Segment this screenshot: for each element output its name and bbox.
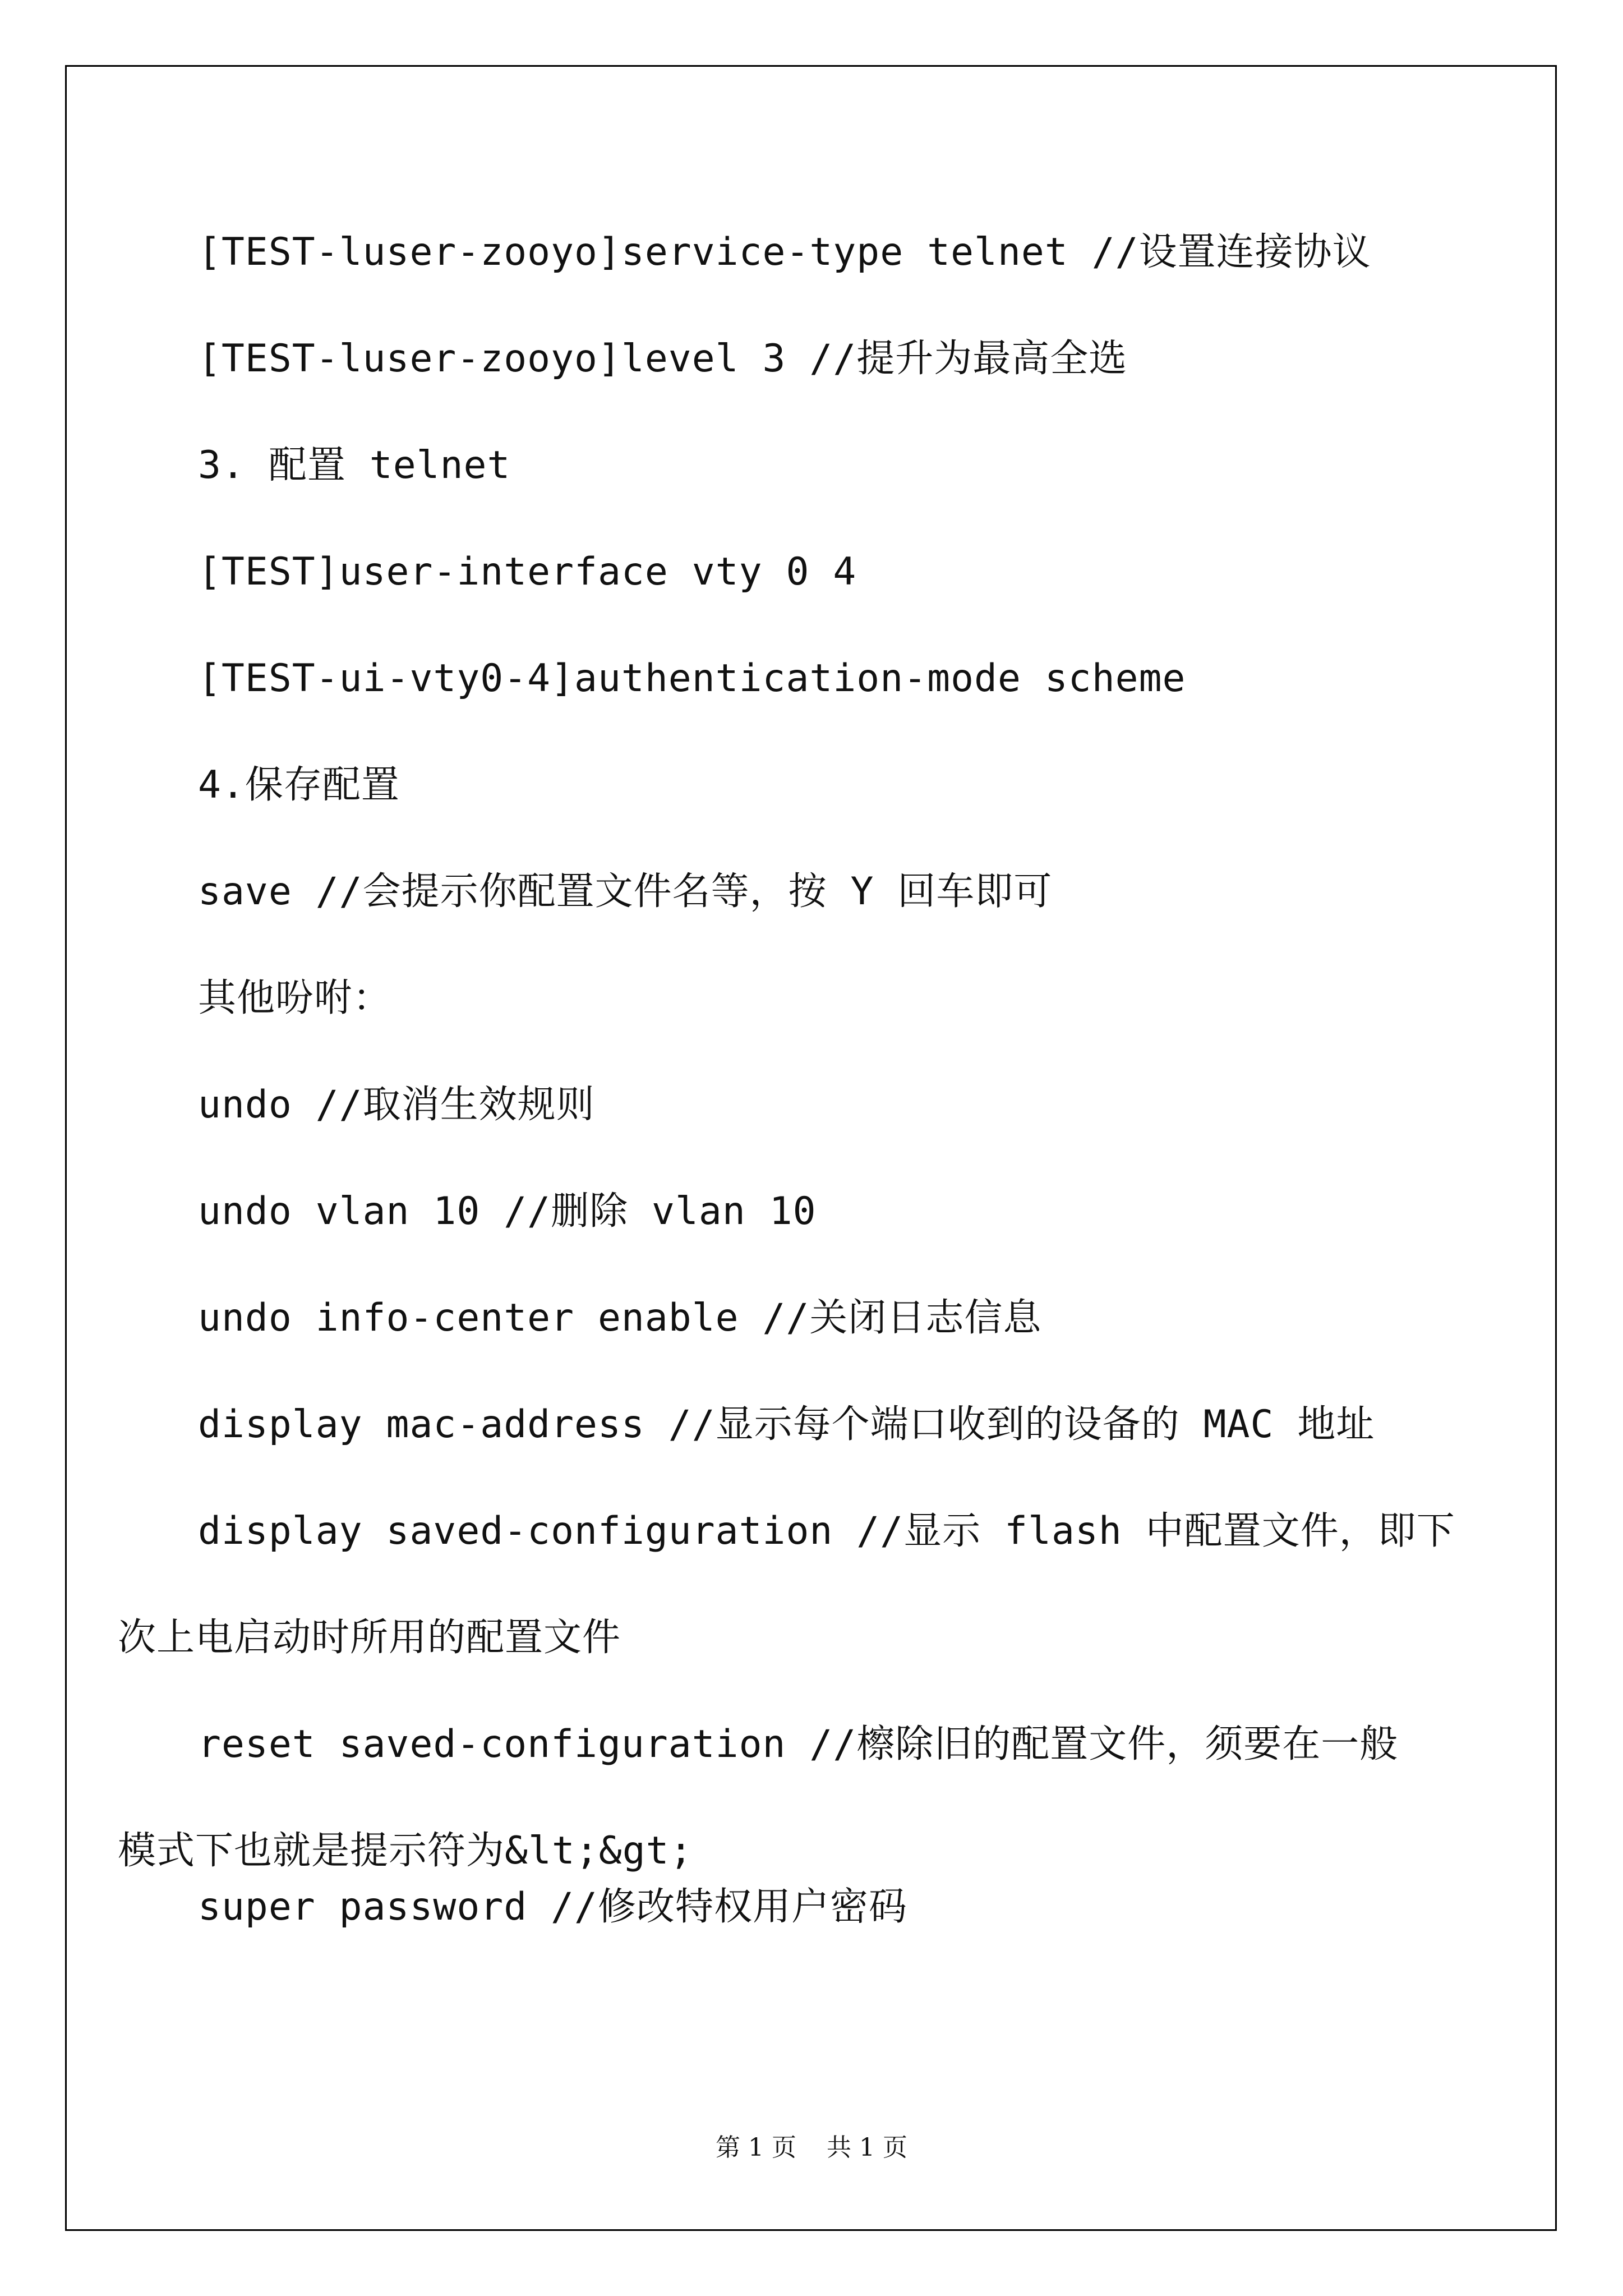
text-line: super password //修改特权用户密码	[198, 1885, 907, 1929]
text-line: undo //取消生效规则	[198, 1083, 595, 1127]
text-line: [TEST-luser-zooyo]level 3 //提升为最高全选	[198, 337, 1128, 381]
wrapped-paragraph	[118, 1478, 1455, 1691]
text-line: save //会提示你配置文件名等，按 Y 回车即可	[198, 869, 1053, 914]
text-line: undo vlan 10 //删除 vlan 10	[198, 1189, 817, 1234]
text-line-continuation: 次上电启动时所用的配置文件	[118, 1616, 621, 1660]
text-line: 3. 配置 telnet	[198, 443, 511, 487]
text-line: reset saved-configuration //檫除旧的配置文件，须要在一般	[198, 1722, 1399, 1766]
text-line-continuation: 模式下也就是提示符为&lt;&gt;	[118, 1829, 693, 1873]
page-total: 共 1 页	[827, 2133, 907, 2162]
text-line: [TEST]user-interface vty 0 4	[198, 550, 857, 594]
page-footer	[0, 2127, 1623, 2163]
text-line: undo info-center enable //关闭日志信息	[198, 1296, 1042, 1340]
page-number: 第 1 页	[716, 2133, 796, 2162]
text-line: [TEST-luser-zooyo]service-type telnet //设置连接协议	[198, 230, 1371, 274]
document-body	[118, 224, 1455, 1986]
text-line: 其他吩咐：	[198, 976, 392, 1020]
text-line: display saved-configuration //显示 flash 中配置文件，即下	[198, 1509, 1455, 1553]
text-line: [TEST-ui-vty0-4]authentication-mode scheme	[198, 656, 1186, 701]
text-line: display mac-address //显示每个端口收到的设备的 MAC 地址	[198, 1402, 1375, 1447]
wrapped-paragraph	[118, 1691, 1443, 1904]
text-line: 4.保存配置	[198, 763, 400, 807]
